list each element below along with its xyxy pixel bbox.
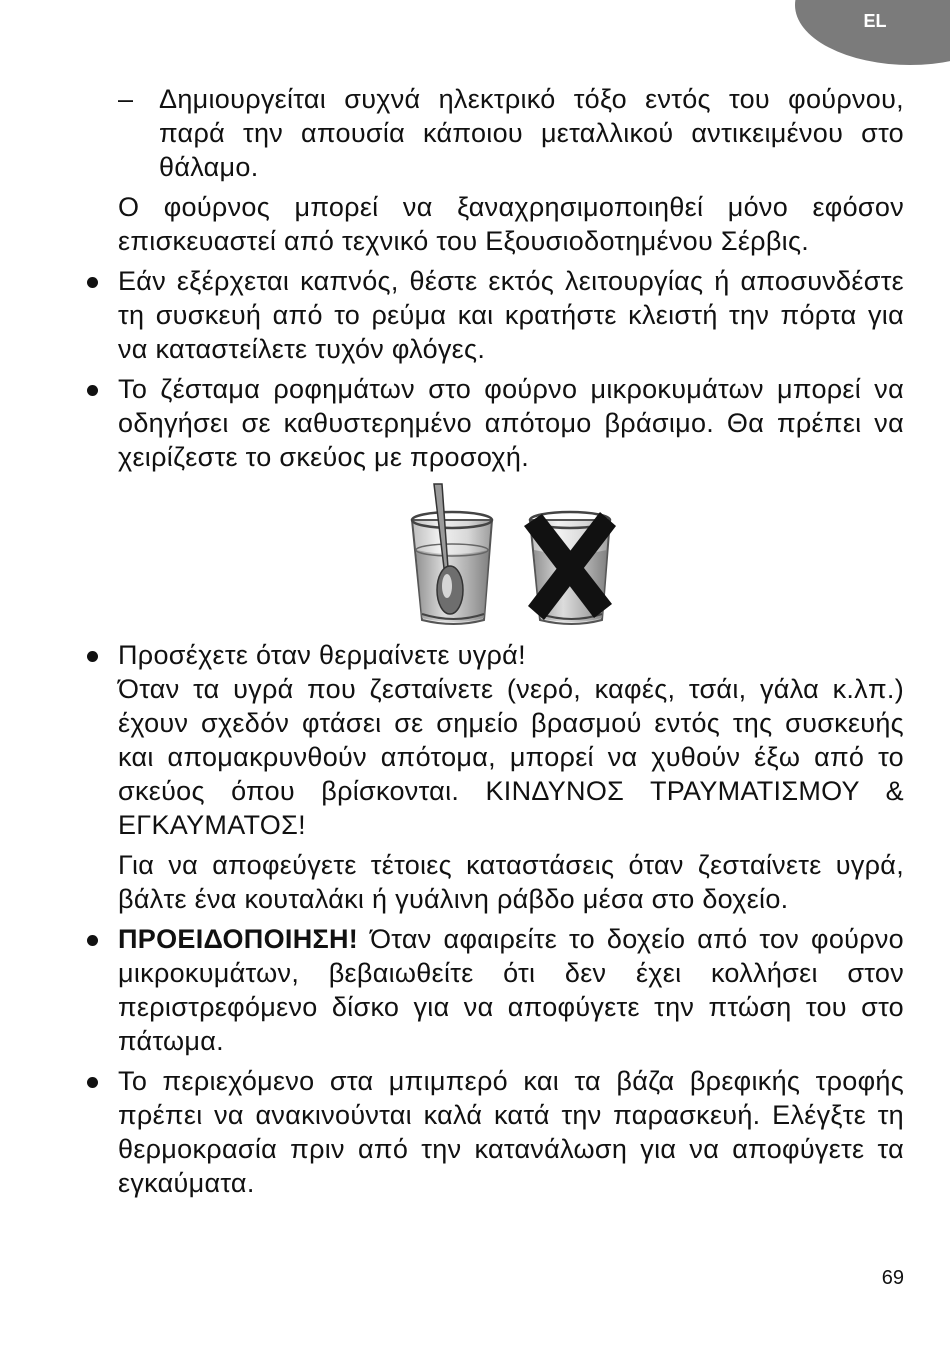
language-tab xyxy=(795,0,950,65)
warning-text: Όταν αφαιρείτε το δοχείο από τον φούρνο μικροκυμάτων, βεβαιωθείτε ότι δεν έχει κολλήσει στον περιστρεφόμενο δίσκο για να αποφύγετε την πτώση του στο πάτωμα. xyxy=(118,924,904,1056)
bullet-item-warning xyxy=(118,922,904,1058)
illustration-glasses xyxy=(398,482,628,630)
paragraph-reuse: Ο φούρνος μπορεί να ξαναχρησιμοποιηθεί μόνο εφόσον επισκευαστεί από τεχνικό του Εξουσιοδοτημένου Σέρβις. xyxy=(118,192,904,256)
glass-with-spoon-icon xyxy=(412,484,492,624)
language-label: EL xyxy=(863,11,887,31)
dash-item-text: Δημιουργείται συχνά ηλεκτρικό τόξο εντός του φούρνου, παρά την απουσία κάποιου μεταλλικού αντικειμένου στο θάλαμο. xyxy=(159,84,904,182)
bullet-dot xyxy=(87,651,98,662)
bullet-dot xyxy=(87,1077,98,1088)
warning-label: ΠΡΟΕΙΔΟΠΟΙΗΣΗ! xyxy=(118,924,359,954)
bullet-item-smoke xyxy=(118,264,904,366)
bullet-dot xyxy=(87,935,98,946)
page-number: 69 xyxy=(881,1267,904,1289)
document-body xyxy=(118,82,904,1200)
bullet-item-baby-food xyxy=(118,1064,904,1200)
dash-symbol: – xyxy=(118,84,134,114)
bullet-title: Προσέχετε όταν θερμαίνετε υγρά! xyxy=(118,640,526,670)
bullet-dot xyxy=(87,385,98,396)
bullet-text: Το περιεχόμενο στα μπιμπερό και τα βάζα βρεφικής τροφής πρέπει να ανακινούνται καλά κατά την παρασκευή. Ελέγξτε τη θερμοκρασία πριν από την κατανάλωση για να αποφύγετε τα εγκαύματα. xyxy=(118,1066,904,1198)
bullet-text: Εάν εξέρχεται καπνός, θέστε εκτός λειτουργίας ή αποσυνδέστε τη συσκευή από το ρεύμα και κρατήστε κλειστή την πόρτα για να καταστείλετε τυχόν φλόγες. xyxy=(118,266,904,364)
bullet-dot xyxy=(87,277,98,288)
bullet-item-drinks xyxy=(118,372,904,474)
bullet-text: Το ζέσταμα ροφημάτων στο φούρνο μικροκυμάτων μπορεί να οδηγήσει σε καθυστερημένο απότομο βράσιμο. Θα πρέπει να χειρίζεστε το σκεύος με προσοχή. xyxy=(118,374,904,472)
glass-crossed-out-icon xyxy=(524,512,616,624)
dash-list-item xyxy=(118,82,904,184)
bullet-item-liquids xyxy=(118,638,904,672)
paragraph-liquids-advice: Για να αποφεύγετε τέτοιες καταστάσεις όταν ζεσταίνετε υγρά, βάλτε ένα κουταλάκι ή γυάλινη ράβδο μέσα στο δοχείο. xyxy=(118,850,904,914)
paragraph-liquids-risk: Όταν τα υγρά που ζεσταίνετε (νερό, καφές, τσάι, γάλα κ.λπ.) έχουν σχεδόν φτάσει σε σημείο βρασμού εντός της συσκευής και απομακρυνθούν απότομα, μπορεί να χυθούν έξω από το σκεύος όπου βρίσκονται. ΚΙΝΔΥΝΟΣ ΤΡΑΥΜΑΤΙΣΜΟΥ & ΕΓΚΑΥΜΑΤΟΣ! xyxy=(118,674,904,840)
glasses-illustration xyxy=(398,482,628,630)
